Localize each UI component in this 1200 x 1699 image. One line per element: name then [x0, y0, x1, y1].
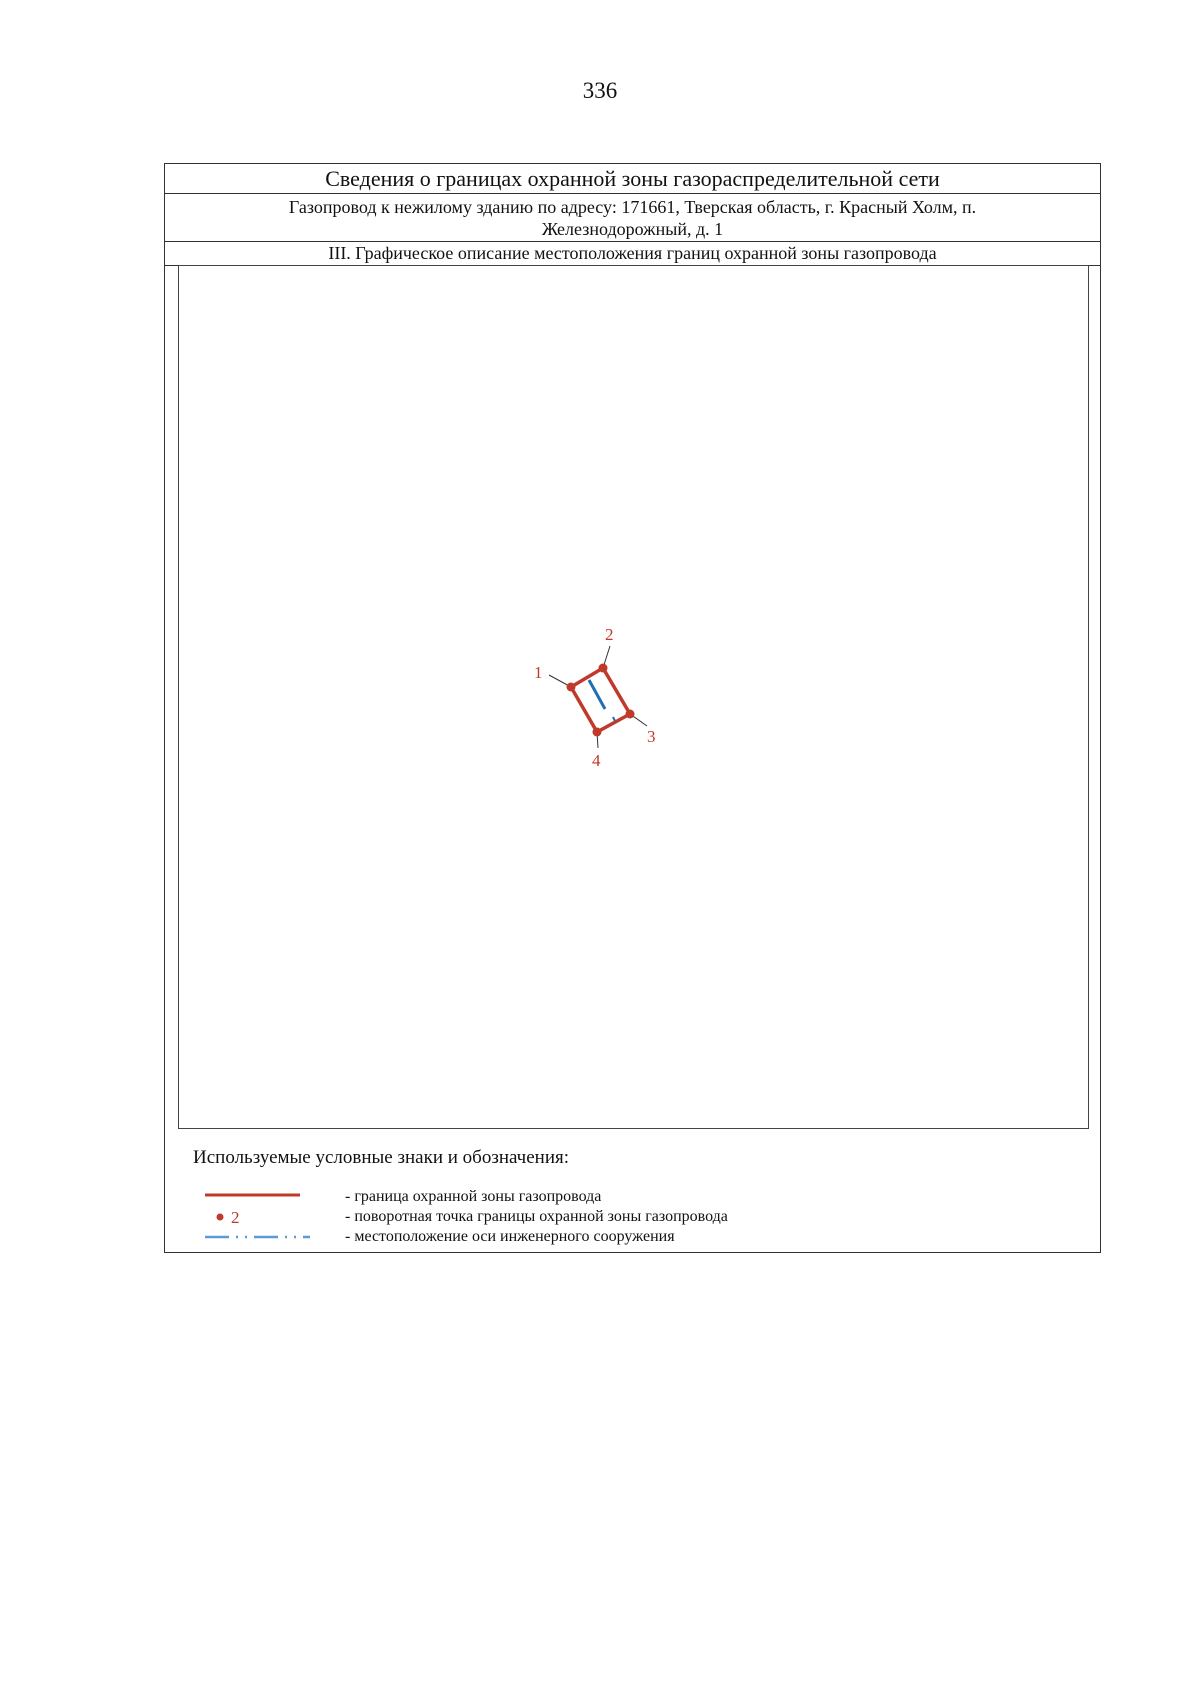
map-drawing: [179, 266, 1090, 1130]
map-area: [178, 265, 1089, 1129]
legend-axis-desc: - местоположение оси инженерного сооружения: [345, 1228, 675, 1245]
point-label-3: 3: [647, 727, 656, 746]
turning-point-1: [567, 683, 576, 692]
legend-point-sample-label: 2: [231, 1208, 240, 1227]
legend-red-point-symbol: [205, 1207, 325, 1227]
engineering-axis-line: [589, 680, 605, 709]
turning-point-4: [593, 728, 602, 737]
point-label-2: 2: [605, 625, 614, 644]
point-label-1: 1: [534, 663, 543, 682]
document-title: Сведения о границах охранной зоны газораспределительной сети: [165, 164, 1100, 194]
turning-point-2: [599, 664, 608, 673]
document-frame: [164, 163, 1101, 1253]
subject-line-2: Железнодорожный, д. 1: [541, 219, 724, 239]
legend-red-line-symbol: [205, 1187, 325, 1207]
subject-line-1: Газопровод к нежилому зданию по адресу: 171661, Тверская область, г. Красный Холм, п.: [288, 197, 977, 217]
legend-blue-dash-dot-symbol: [205, 1227, 325, 1247]
engineering-axis-tick: [613, 717, 615, 721]
legend-item-turning-point: [205, 1207, 1085, 1227]
page-number: 336: [582, 78, 618, 103]
section-heading: III. Графическое описание местоположения границ охранной зоны газопровода: [165, 242, 1100, 266]
subject-description: [165, 194, 1100, 242]
legend-item-boundary: [205, 1187, 1085, 1207]
legend-title: Используемые условные знаки и обозначения:: [193, 1147, 570, 1168]
turning-point-3: [626, 710, 635, 719]
legend-item-axis: [205, 1227, 1085, 1247]
legend-turning-point-desc: - поворотная точка границы охранной зоны газопровода: [345, 1208, 728, 1225]
point-label-4: 4: [592, 751, 601, 770]
legend-boundary-desc: - граница охранной зоны газопровода: [345, 1188, 602, 1205]
